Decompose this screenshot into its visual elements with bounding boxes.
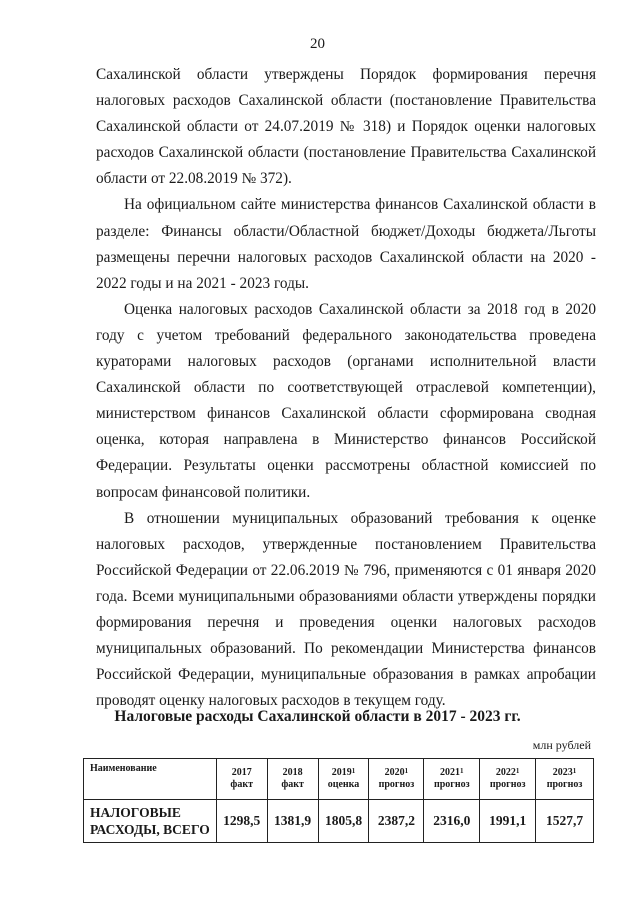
- column-year: 2021: [440, 767, 461, 778]
- footnote-mark: 1: [515, 767, 520, 775]
- value-2021: 2316,0: [424, 800, 480, 843]
- table-title: Налоговые расходы Сахалинской области в 2017 - 2023 гг.: [114, 708, 521, 725]
- value-2017: 1298,5: [216, 800, 267, 843]
- column-kind: факт: [230, 779, 253, 790]
- paragraph-3: Оценка налоговых расходов Сахалинской области за 2018 год в 2020 году с учетом требований федерального законодательства проведена кураторами налоговых расходов (органами исполнительной власти Сахалинской области по соответствующей отраслевой компетенции), министерством финансов Сахалинской области сформирована сводная оценка, которая направлена в Министерство финансов Российской Федерации. Результаты оценки рассмотрены областной комиссией по вопросам финансовой политики.: [96, 300, 596, 501]
- row-name-line-2: РАСХОДЫ, ВСЕГО: [90, 822, 210, 837]
- column-year: 2019: [331, 767, 352, 778]
- row-name-line-1: НАЛОГОВЫЕ: [90, 805, 181, 820]
- table-units: млн рублей: [532, 738, 591, 752]
- footnote-mark: 1: [404, 767, 409, 775]
- column-year: 2022: [495, 767, 516, 778]
- column-kind: прогноз: [378, 779, 415, 790]
- column-header-2018: [267, 759, 318, 800]
- column-header-2023: [536, 759, 594, 800]
- value-2023: 1527,7: [536, 800, 594, 843]
- column-year: 2018: [282, 767, 303, 778]
- value-2018: 1381,9: [267, 800, 318, 843]
- column-header-2019: [318, 759, 369, 800]
- column-kind: прогноз: [546, 779, 583, 790]
- row-name-cell: [84, 800, 217, 843]
- value-2022: 1991,1: [480, 800, 536, 843]
- column-kind: оценка: [327, 779, 360, 790]
- column-header-2021: [424, 759, 480, 800]
- footnote-mark: 1: [460, 767, 464, 775]
- table-row-total: [84, 800, 594, 843]
- column-year: 2017: [231, 767, 252, 778]
- column-header-2022: [480, 759, 536, 800]
- column-kind: факт: [281, 779, 304, 790]
- paragraph-1: Сахалинской области утверждены Порядок формирования перечня налоговых расходов Сахалинской области (постановление Правительства Сахалинской области от 24.07.2019 № 318) и Порядок оценки налоговых расходов Сахалинской области (постановление Правительства Сахалинской области от 22.08.2019 № 372).: [96, 66, 596, 188]
- column-header-2020: [369, 759, 424, 800]
- column-year: 2020: [384, 767, 405, 778]
- table-header-row: [84, 759, 594, 800]
- column-kind: прогноз: [433, 779, 470, 790]
- column-year: 2023: [552, 767, 573, 778]
- value-2019: 1805,8: [318, 800, 369, 843]
- footnote-mark: 1: [572, 767, 577, 775]
- body-text: [96, 62, 596, 714]
- column-kind: прогноз: [489, 779, 526, 790]
- paragraph-2: На официальном сайте министерства финансов Сахалинской области в разделе: Финансы области/Областной бюджет/Доходы бюджета/Льготы размещены перечни налоговых расходов Сахалинской области на 2020 - 2022 годы и на 2021 - 2023 годы.: [96, 196, 596, 292]
- paragraph-4: В отношении муниципальных образований требования к оценке налоговых расходов, утвержденные постановлением Правительства Российской Федерации от 22.06.2019 № 796, применяются с 01 января 2020 года. Всеми муниципальными образованиями области утверждены порядки формирования перечня и проведения оценки налоговых расходов муниципальных образований. По рекомендации Министерства финансов Российской Федерации, муниципальные образования в рамках апробации проводят оценку налоговых расходов в текущем году.: [96, 509, 596, 710]
- value-2020: 2387,2: [369, 800, 424, 843]
- tax-expenditures-table: [83, 758, 594, 843]
- column-header-2017: [216, 759, 267, 800]
- footnote-mark: 1: [351, 767, 356, 775]
- page-number: 20: [310, 36, 325, 52]
- column-header-name: Наименование: [84, 759, 217, 800]
